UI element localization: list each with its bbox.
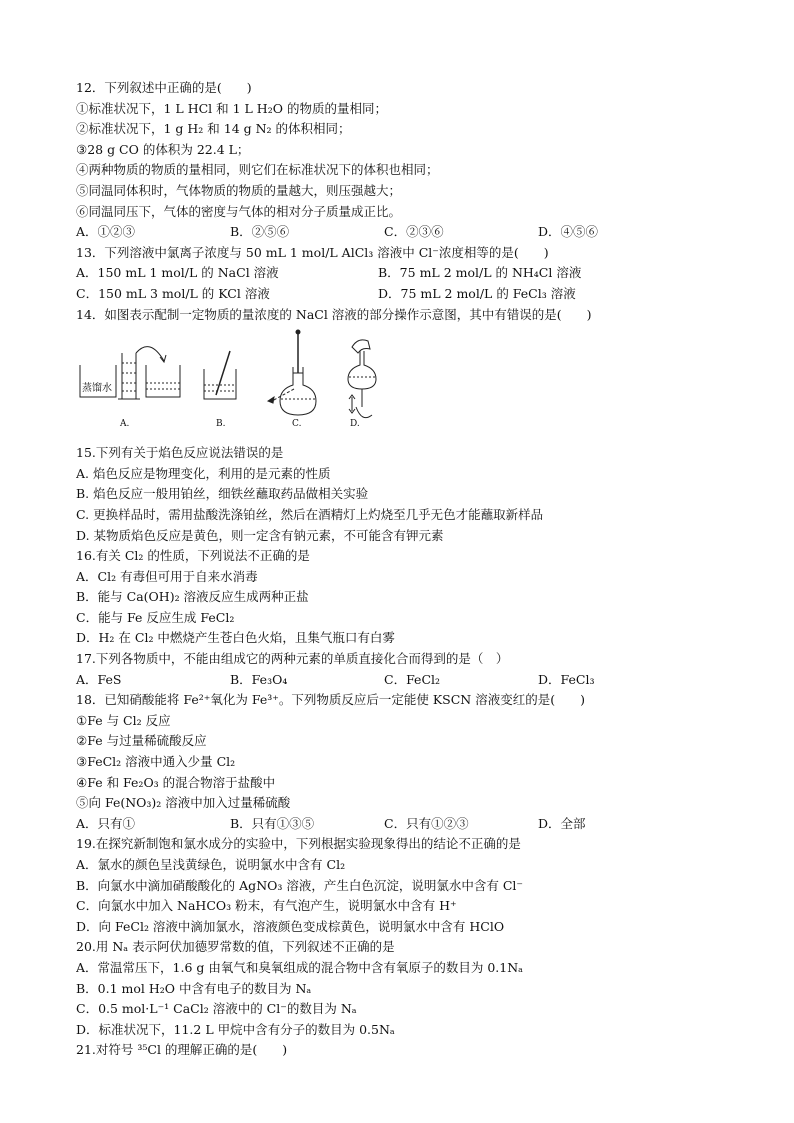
question-stem: 19.在探究新制饱和氯水成分的实验中，下列根据实验现象得出的结论不正确的是 xyxy=(76,836,521,852)
option-c: C．0.5 mol·L⁻¹ CaCl₂ 溶液中的 Cl⁻的数目为 Nₐ xyxy=(76,1001,357,1017)
statement-item: ④两种物质的物质的量相同，则它们在标准状况下的体积也相同； xyxy=(76,162,439,178)
question-12 xyxy=(76,78,716,243)
option-c: C．FeCl₂ xyxy=(384,671,441,687)
statement-item: ②标准状况下，1 g H₂ 和 14 g N₂ 的体积相同； xyxy=(76,121,351,137)
options-row xyxy=(76,670,716,691)
option-c: C．能与 Fe 反应生成 FeCl₂ xyxy=(76,609,235,625)
option-d: D．标准状况下，11.2 L 甲烷中含有分子的数目为 0.5Nₐ xyxy=(76,1021,395,1037)
question-stem: 15.下列有关于焰色反应说法错误的是 xyxy=(76,445,284,461)
question-17 xyxy=(76,649,716,690)
solution-prep-figure xyxy=(76,327,716,439)
question-21 xyxy=(76,1040,716,1061)
option-c: C．150 mL 3 mol/L 的 KCl 溶液 xyxy=(76,285,270,301)
option-b: B．向氯水中滴加硝酸酸化的 AgNO₃ 溶液，产生白色沉淀，说明氯水中含有 Cl⁻ xyxy=(76,877,523,893)
option-d: D．FeCl₃ xyxy=(538,671,595,687)
question-stem: 21.对符号 ³⁵Cl 的理解正确的是( ) xyxy=(76,1042,288,1058)
option-a: A．常温常压下，1.6 g 由氧气和臭氧组成的混合物中含有氧原子的数目为 0.1Nₐ xyxy=(76,959,523,975)
option-d: D．75 mL 2 mol/L 的 FeCl₃ 溶液 xyxy=(378,285,576,301)
option-a: A. 焰色反应是物理变化，利用的是元素的性质 xyxy=(76,465,331,481)
option-d: D．全部 xyxy=(538,815,586,831)
question-20 xyxy=(76,937,716,1040)
statement-item: ⑤同温同体积时，气体物质的物质的量越大，则压强越大； xyxy=(76,182,402,198)
options-row xyxy=(76,814,716,835)
statement-item: ①标准状况下，1 L HCl 和 1 L H₂O 的物质的量相同； xyxy=(76,100,387,116)
option-d: D．④⑤⑥ xyxy=(538,224,599,240)
figure-caption-c: C. xyxy=(292,419,302,430)
options-row xyxy=(76,284,716,305)
option-b: B．0.1 mol H₂O 中含有电子的数目为 Nₐ xyxy=(76,980,312,996)
option-c: C. 更换样品时，需用盐酸洗涤铂丝，然后在酒精灯上灼烧至几乎无色才能蘸取新样品 xyxy=(76,506,544,522)
option-c: C．只有①②③ xyxy=(384,815,469,831)
option-b: B．75 mL 2 mol/L 的 NH₄Cl 溶液 xyxy=(378,265,582,281)
option-a: A．①②③ xyxy=(76,224,136,240)
distilled-water-label: 蒸馏水 xyxy=(81,379,113,394)
option-a: A．只有① xyxy=(76,815,136,831)
exam-page xyxy=(76,78,716,1061)
option-b: B．Fe₃O₄ xyxy=(230,671,288,687)
options-row xyxy=(76,263,716,284)
question-14 xyxy=(76,305,716,440)
question-13 xyxy=(76,243,716,305)
question-stem: 14．如图表示配制一定物质的量浓度的 NaCl 溶液的部分操作示意图，其中有错误的是( ) xyxy=(76,306,592,322)
question-stem: 12．下列叙述中正确的是( ) xyxy=(76,80,252,95)
question-stem: 20.用 Nₐ 表示阿伏加德罗常数的值，下列叙述不正确的是 xyxy=(76,939,395,955)
question-stem: 17.下列各物质中，不能由组成它的两种元素的单质直接化合而得到的是（ ） xyxy=(76,651,509,667)
figure-caption-d: D. xyxy=(350,419,360,430)
figure-caption-b: B. xyxy=(216,419,226,430)
option-a: A．150 mL 1 mol/L 的 NaCl 溶液 xyxy=(76,265,279,281)
figure-caption-a: A. xyxy=(120,419,130,430)
statement-item: ③28 g CO 的体积为 22.4 L； xyxy=(76,141,250,157)
option-a: A．氯水的颜色呈浅黄绿色，说明氯水中含有 Cl₂ xyxy=(76,857,346,872)
question-19 xyxy=(76,834,716,937)
question-18 xyxy=(76,690,716,834)
option-d: D．H₂ 在 Cl₂ 中燃烧产生苍白色火焰，且集气瓶口有白雾 xyxy=(76,630,395,646)
option-d: D．向 FeCl₂ 溶液中滴加氯水，溶液颜色变成棕黄色，说明氯水中含有 HClO xyxy=(76,918,505,934)
statement-item: ③FeCl₂ 溶液中通入少量 Cl₂ xyxy=(76,754,236,770)
option-a: A．FeS xyxy=(76,671,122,687)
option-b: B．只有①③⑤ xyxy=(230,815,315,831)
question-stem: 13．下列溶液中氯离子浓度与 50 mL 1 mol/L AlCl₃ 溶液中 Cl⁻浓度相等的是( ) xyxy=(76,244,549,260)
question-stem: 18．已知硝酸能将 Fe²⁺氧化为 Fe³⁺。下列物质反应后一定能使 KSCN 溶液变红的是( ) xyxy=(76,692,585,708)
option-b: B．能与 Ca(OH)₂ 溶液反应生成两种正盐 xyxy=(76,589,309,605)
option-c: C．②③⑥ xyxy=(384,224,444,240)
option-c: C．向氯水中加入 NaHCO₃ 粉末，有气泡产生，说明氯水中含有 H⁺ xyxy=(76,898,457,914)
option-b: B．②⑤⑥ xyxy=(230,224,290,240)
statement-item: ①Fe 与 Cl₂ 反应 xyxy=(76,712,171,728)
statement-item: ⑤向 Fe(NO₃)₂ 溶液中加入过量稀硫酸 xyxy=(76,795,291,811)
options-row xyxy=(76,222,716,243)
question-15 xyxy=(76,443,716,546)
question-stem: 16.有关 Cl₂ 的性质，下列说法不正确的是 xyxy=(76,548,310,564)
statement-item: ④Fe 和 Fe₂O₃ 的混合物溶于盐酸中 xyxy=(76,774,276,790)
question-16 xyxy=(76,546,716,649)
statement-item: ②Fe 与过量稀硫酸反应 xyxy=(76,733,207,749)
option-b: B. 焰色反应一般用铂丝，细铁丝蘸取药品做相关实验 xyxy=(76,486,369,502)
option-a: A．Cl₂ 有毒但可用于自来水消毒 xyxy=(76,568,258,584)
statement-item: ⑥同温同压下，气体的密度与气体的相对分子质量成正比。 xyxy=(76,203,402,219)
option-d: D. 某物质焰色反应是黄色，则一定含有钠元素，不可能含有钾元素 xyxy=(76,527,444,543)
